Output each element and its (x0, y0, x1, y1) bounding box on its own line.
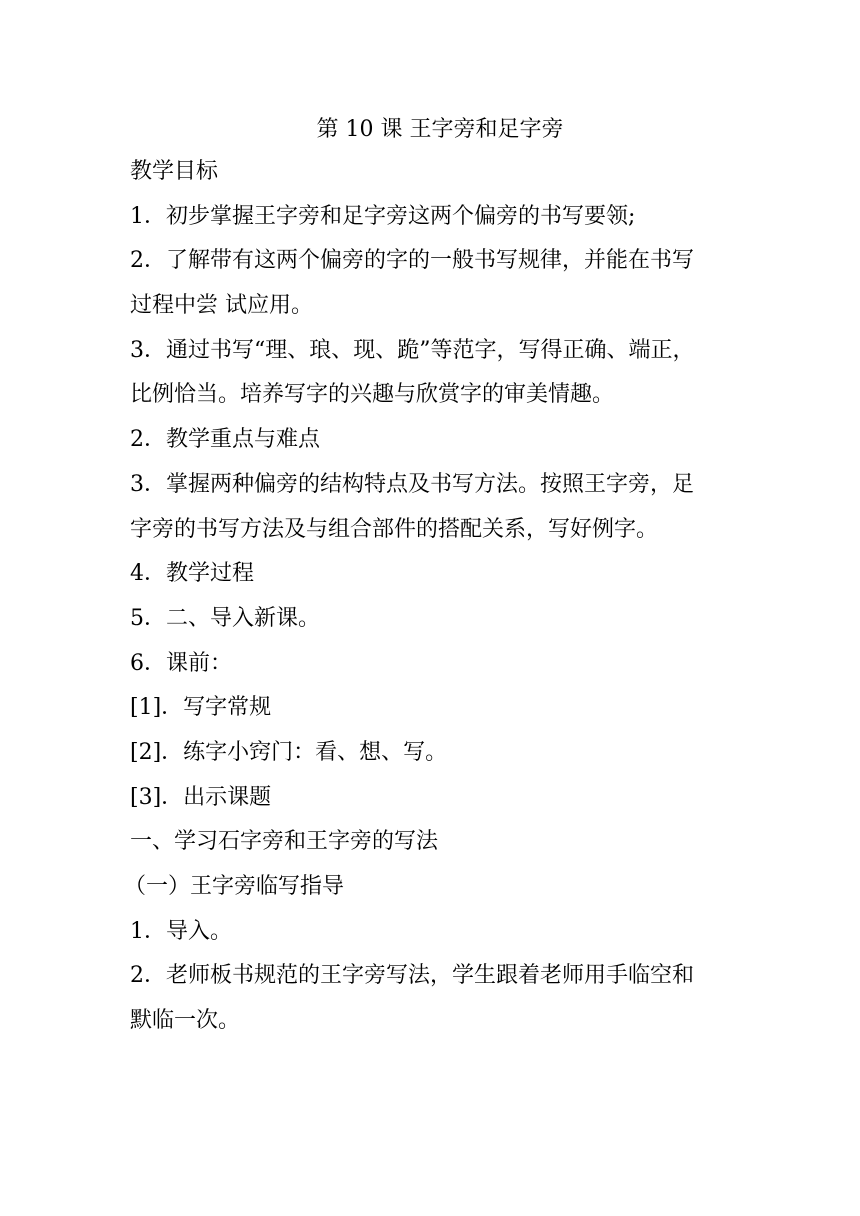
paragraph-line: 过程中尝 试应用。 (130, 293, 313, 319)
paragraph-line: 2．了解带有这两个偏旁的字的一般书写规律，并能在书写 (130, 248, 694, 274)
list-item: [1]．写字常规 (130, 695, 272, 721)
paragraph-line: 3．掌握两种偏旁的结构特点及书写方法。按照王字旁，足 (130, 471, 694, 497)
paragraph-line: 字旁的书写方法及与组合部件的搭配关系，写好例字。 (130, 516, 659, 542)
lesson-title: 第 10 课 王字旁和足字旁 (316, 117, 564, 142)
list-item: [2]．练字小窍门：看、想、写。 (130, 739, 448, 765)
paragraph-line: 6．课前： (130, 650, 232, 676)
paragraph-line: 比例恰当。培养写字的兴趣与欣赏字的审美情趣。 (130, 382, 615, 408)
subsection-heading: （一）王字旁临写指导 (124, 874, 345, 899)
paragraph-line: 2．教学重点与难点 (130, 427, 320, 453)
section-heading-objectives: 教学目标 (130, 159, 219, 184)
document-body (124, 110, 740, 1044)
paragraph-line: 4．教学过程 (130, 561, 254, 587)
list-item: [3]．出示课题 (130, 784, 272, 810)
paragraph-line: 2．老师板书规范的王字旁写法，学生跟着老师用手临空和 (130, 963, 694, 989)
paragraph-line: 1．导入。 (130, 918, 232, 944)
paragraph-line: 3．通过书写“理、琅、现、跪”等范字，写得正确、端正， (130, 337, 695, 363)
paragraph-line: 1．初步掌握王字旁和足字旁这两个偏旁的书写要领; (130, 203, 636, 229)
paragraph-line: 5．二、导入新课。 (130, 605, 320, 631)
section-heading: 一、学习石字旁和王字旁的写法 (130, 829, 439, 855)
paragraph-line: 默临一次。 (130, 1008, 241, 1034)
